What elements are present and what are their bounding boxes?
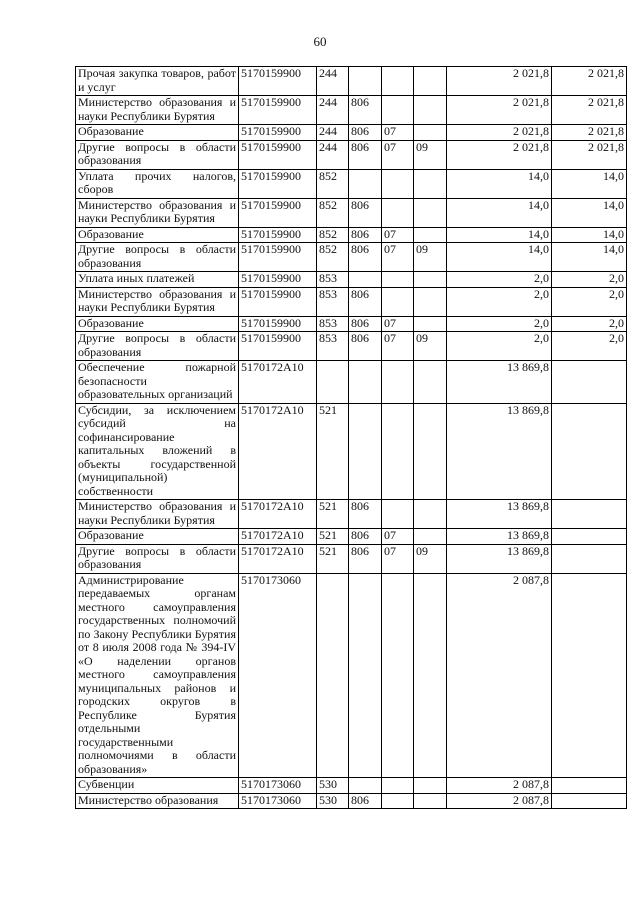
table-row — [76, 544, 627, 573]
item-name-cell: Министерство образования и науки Республики Бурятия — [76, 287, 239, 316]
amount-second-cell: 2,0 — [552, 316, 627, 332]
subsection-cell — [414, 778, 447, 794]
ministry-code-cell: 806 — [349, 316, 382, 332]
amount-second-cell: 14,0 — [552, 169, 627, 198]
target-article-cell: 5170159900 — [239, 125, 317, 141]
item-name-cell: Образование — [76, 227, 239, 243]
section-cell — [382, 573, 414, 778]
ministry-code-cell — [349, 403, 382, 500]
amount-second-cell — [552, 500, 627, 529]
amount-cell: 2,0 — [447, 316, 552, 332]
section-cell: 07 — [382, 125, 414, 141]
expense-type-cell: 852 — [317, 243, 349, 272]
amount-cell: 2 021,8 — [447, 67, 552, 96]
ministry-code-cell: 806 — [349, 287, 382, 316]
table-row — [76, 125, 627, 141]
subsection-cell: 09 — [414, 332, 447, 361]
table-row — [76, 332, 627, 361]
target-article-cell: 5170172A10 — [239, 361, 317, 404]
table-row — [76, 243, 627, 272]
expense-type-cell: 244 — [317, 140, 349, 169]
expense-type-cell: 852 — [317, 169, 349, 198]
amount-cell: 2,0 — [447, 287, 552, 316]
target-article-cell: 5170159900 — [239, 227, 317, 243]
subsection-cell — [414, 793, 447, 809]
ministry-code-cell: 806 — [349, 243, 382, 272]
target-article-cell: 5170173060 — [239, 793, 317, 809]
item-name-cell: Администрирование передаваемых органам местного самоуправления государственных полномочий по Закону Республики Бурятия от 8 июля 2008 года № 394-IV «О наделении органов местного самоуправления муниципальных районов и городских округов в Республике Бурятия отдельными государственными полномочиями в области образования» — [76, 573, 239, 778]
target-article-cell: 5170159900 — [239, 96, 317, 125]
section-cell — [382, 403, 414, 500]
section-cell: 07 — [382, 529, 414, 545]
ministry-code-cell: 806 — [349, 227, 382, 243]
section-cell — [382, 96, 414, 125]
subsection-cell — [414, 529, 447, 545]
item-name-cell: Другие вопросы в области образования — [76, 140, 239, 169]
section-cell — [382, 169, 414, 198]
amount-cell: 2 021,8 — [447, 140, 552, 169]
expense-type-cell: 853 — [317, 316, 349, 332]
budget-table-body — [76, 67, 627, 809]
item-name-cell: Субвенции — [76, 778, 239, 794]
amount-second-cell — [552, 361, 627, 404]
ministry-code-cell: 806 — [349, 529, 382, 545]
amount-second-cell: 2 021,8 — [552, 67, 627, 96]
budget-table — [75, 66, 627, 809]
subsection-cell — [414, 198, 447, 227]
section-cell — [382, 67, 414, 96]
table-row — [76, 140, 627, 169]
expense-type-cell: 521 — [317, 500, 349, 529]
amount-cell: 13 869,8 — [447, 361, 552, 404]
target-article-cell: 5170172A10 — [239, 403, 317, 500]
expense-type-cell: 521 — [317, 529, 349, 545]
subsection-cell — [414, 361, 447, 404]
item-name-cell: Уплата прочих налогов, сборов — [76, 169, 239, 198]
item-name-cell: Другие вопросы в области образования — [76, 332, 239, 361]
amount-second-cell: 2 021,8 — [552, 96, 627, 125]
section-cell: 07 — [382, 544, 414, 573]
amount-second-cell — [552, 403, 627, 500]
table-row — [76, 96, 627, 125]
amount-cell: 13 869,8 — [447, 529, 552, 545]
table-row — [76, 272, 627, 288]
amount-second-cell: 14,0 — [552, 243, 627, 272]
amount-second-cell: 2,0 — [552, 272, 627, 288]
ministry-code-cell: 806 — [349, 198, 382, 227]
expense-type-cell: 521 — [317, 544, 349, 573]
expense-type-cell — [317, 361, 349, 404]
expense-type-cell — [317, 573, 349, 778]
subsection-cell — [414, 96, 447, 125]
amount-second-cell — [552, 529, 627, 545]
section-cell — [382, 500, 414, 529]
ministry-code-cell — [349, 361, 382, 404]
table-row — [76, 573, 627, 778]
ministry-code-cell — [349, 778, 382, 794]
subsection-cell — [414, 316, 447, 332]
target-article-cell: 5170173060 — [239, 778, 317, 794]
item-name-cell: Обеспечение пожарной безопасности образовательных организаций — [76, 361, 239, 404]
amount-second-cell — [552, 544, 627, 573]
ministry-code-cell — [349, 67, 382, 96]
subsection-cell — [414, 227, 447, 243]
amount-cell: 14,0 — [447, 169, 552, 198]
ministry-code-cell: 806 — [349, 332, 382, 361]
target-article-cell: 5170159900 — [239, 67, 317, 96]
table-row — [76, 778, 627, 794]
expense-type-cell: 244 — [317, 67, 349, 96]
amount-cell: 14,0 — [447, 198, 552, 227]
amount-cell: 2 021,8 — [447, 125, 552, 141]
section-cell: 07 — [382, 243, 414, 272]
subsection-cell — [414, 573, 447, 778]
ministry-code-cell — [349, 169, 382, 198]
target-article-cell: 5170159900 — [239, 243, 317, 272]
amount-second-cell — [552, 573, 627, 778]
amount-second-cell: 14,0 — [552, 227, 627, 243]
ministry-code-cell — [349, 573, 382, 778]
item-name-cell: Образование — [76, 125, 239, 141]
target-article-cell: 5170159900 — [239, 332, 317, 361]
section-cell: 07 — [382, 316, 414, 332]
table-row — [76, 361, 627, 404]
expense-type-cell: 244 — [317, 96, 349, 125]
expense-type-cell: 530 — [317, 778, 349, 794]
table-row — [76, 287, 627, 316]
amount-cell: 14,0 — [447, 243, 552, 272]
item-name-cell: Образование — [76, 529, 239, 545]
item-name-cell: Министерство образования и науки Республики Бурятия — [76, 500, 239, 529]
target-article-cell: 5170159900 — [239, 198, 317, 227]
subsection-cell — [414, 125, 447, 141]
target-article-cell: 5170173060 — [239, 573, 317, 778]
section-cell — [382, 198, 414, 227]
table-row — [76, 227, 627, 243]
ministry-code-cell: 806 — [349, 96, 382, 125]
subsection-cell — [414, 403, 447, 500]
table-row — [76, 500, 627, 529]
table-row — [76, 316, 627, 332]
target-article-cell: 5170159900 — [239, 316, 317, 332]
ministry-code-cell: 806 — [349, 793, 382, 809]
amount-cell: 13 869,8 — [447, 500, 552, 529]
section-cell: 07 — [382, 332, 414, 361]
amount-second-cell: 2,0 — [552, 287, 627, 316]
subsection-cell: 09 — [414, 544, 447, 573]
ministry-code-cell: 806 — [349, 500, 382, 529]
expense-type-cell: 853 — [317, 272, 349, 288]
subsection-cell — [414, 272, 447, 288]
section-cell — [382, 272, 414, 288]
expense-type-cell: 853 — [317, 287, 349, 316]
target-article-cell: 5170159900 — [239, 169, 317, 198]
item-name-cell: Уплата иных платежей — [76, 272, 239, 288]
table-row — [76, 198, 627, 227]
subsection-cell — [414, 169, 447, 198]
amount-second-cell: 2 021,8 — [552, 140, 627, 169]
table-row — [76, 169, 627, 198]
amount-cell: 2,0 — [447, 272, 552, 288]
amount-cell: 14,0 — [447, 227, 552, 243]
item-name-cell: Другие вопросы в области образования — [76, 544, 239, 573]
ministry-code-cell: 806 — [349, 544, 382, 573]
amount-cell: 2 087,8 — [447, 573, 552, 778]
section-cell — [382, 793, 414, 809]
amount-cell: 2 087,8 — [447, 778, 552, 794]
amount-second-cell: 2 021,8 — [552, 125, 627, 141]
expense-type-cell: 852 — [317, 227, 349, 243]
subsection-cell — [414, 500, 447, 529]
subsection-cell — [414, 287, 447, 316]
amount-second-cell — [552, 793, 627, 809]
item-name-cell: Министерство образования и науки Республики Бурятия — [76, 96, 239, 125]
target-article-cell: 5170172A10 — [239, 544, 317, 573]
amount-cell: 2 021,8 — [447, 96, 552, 125]
section-cell: 07 — [382, 227, 414, 243]
target-article-cell: 5170159900 — [239, 287, 317, 316]
subsection-cell — [414, 67, 447, 96]
ministry-code-cell — [349, 272, 382, 288]
section-cell — [382, 287, 414, 316]
table-row — [76, 529, 627, 545]
section-cell: 07 — [382, 140, 414, 169]
ministry-code-cell: 806 — [349, 125, 382, 141]
expense-type-cell: 244 — [317, 125, 349, 141]
subsection-cell: 09 — [414, 140, 447, 169]
section-cell — [382, 778, 414, 794]
item-name-cell: Министерство образования и науки Республики Бурятия — [76, 198, 239, 227]
amount-cell: 2 087,8 — [447, 793, 552, 809]
target-article-cell: 5170172A10 — [239, 529, 317, 545]
target-article-cell: 5170172A10 — [239, 500, 317, 529]
page-number: 60 — [313, 34, 327, 49]
expense-type-cell: 853 — [317, 332, 349, 361]
expense-type-cell: 530 — [317, 793, 349, 809]
ministry-code-cell: 806 — [349, 140, 382, 169]
item-name-cell: Министерство образования — [76, 793, 239, 809]
item-name-cell: Субсидии, за исключением субсидий на софинансирование капитальных вложений в объекты государственной (муниципальной) собственности — [76, 403, 239, 500]
amount-second-cell: 2,0 — [552, 332, 627, 361]
subsection-cell: 09 — [414, 243, 447, 272]
expense-type-cell: 852 — [317, 198, 349, 227]
table-row — [76, 67, 627, 96]
section-cell — [382, 361, 414, 404]
item-name-cell: Прочая закупка товаров, работ и услуг — [76, 67, 239, 96]
target-article-cell: 5170159900 — [239, 140, 317, 169]
expense-type-cell: 521 — [317, 403, 349, 500]
amount-cell: 2,0 — [447, 332, 552, 361]
amount-cell: 13 869,8 — [447, 544, 552, 573]
item-name-cell: Другие вопросы в области образования — [76, 243, 239, 272]
table-row — [76, 403, 627, 500]
target-article-cell: 5170159900 — [239, 272, 317, 288]
amount-cell: 13 869,8 — [447, 403, 552, 500]
table-row — [76, 793, 627, 809]
amount-second-cell — [552, 778, 627, 794]
amount-second-cell: 14,0 — [552, 198, 627, 227]
item-name-cell: Образование — [76, 316, 239, 332]
